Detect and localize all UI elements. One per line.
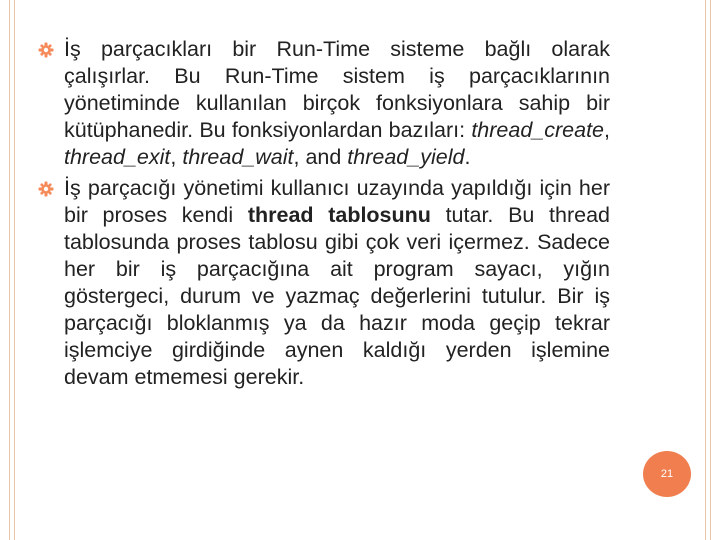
page-number-badge: 21 [643, 451, 691, 497]
left-border-line-inner [14, 0, 15, 540]
bullet-item-runtime-system [38, 36, 610, 171]
seg-1-0: İş parçacığı yönetimi kullanıcı uzayında yapıldığı için her bir proses kendi [64, 176, 610, 227]
seg-0-4: , [170, 145, 183, 169]
left-border-line-outer [9, 0, 10, 540]
seg-0-5: thread_wait [182, 145, 294, 169]
right-border-line-outer [710, 0, 711, 540]
gear-bullet-icon [38, 42, 54, 58]
seg-0-0: İş parçacıkları bir Run-Time sisteme bağlı olarak çalışırlar. Bu Run-Time sistem iş parçacıklarının yönetiminde kullanılan birçok fonksiyonlara sahip bir kütüphanedir. Bu fonksiyonlardan bazıları: [64, 37, 610, 142]
seg-1-1: thread tablosunu [247, 203, 431, 227]
slide-bullet-list [38, 36, 610, 395]
right-border-line-inner [705, 0, 706, 540]
seg-1-3: Bu thread tablosunda proses tablosu gibi çok veri içermez. Sadece her bir iş parçacığına ait program sayacı, yığın göstergeci, durum ve yazmaç değerlerini tutulur. Bir iş parçacığı bloklanmış ya da hazır moda geçip tekrar işlemciye girdiğinde aynen kaldığı yerden işlemine devam etmemesi gerekir. [64, 203, 610, 389]
bullet-item-thread-management [38, 175, 610, 391]
seg-0-6: , and [293, 145, 348, 169]
seg-0-7: thread_yield [347, 145, 465, 169]
seg-0-3: thread_exit [64, 145, 171, 169]
gear-bullet-icon [38, 181, 54, 197]
seg-0-1: thread_create [471, 118, 605, 142]
seg-1-2: tutar. [430, 203, 509, 227]
seg-0-8: . [464, 145, 471, 169]
seg-0-2: , [604, 118, 610, 142]
